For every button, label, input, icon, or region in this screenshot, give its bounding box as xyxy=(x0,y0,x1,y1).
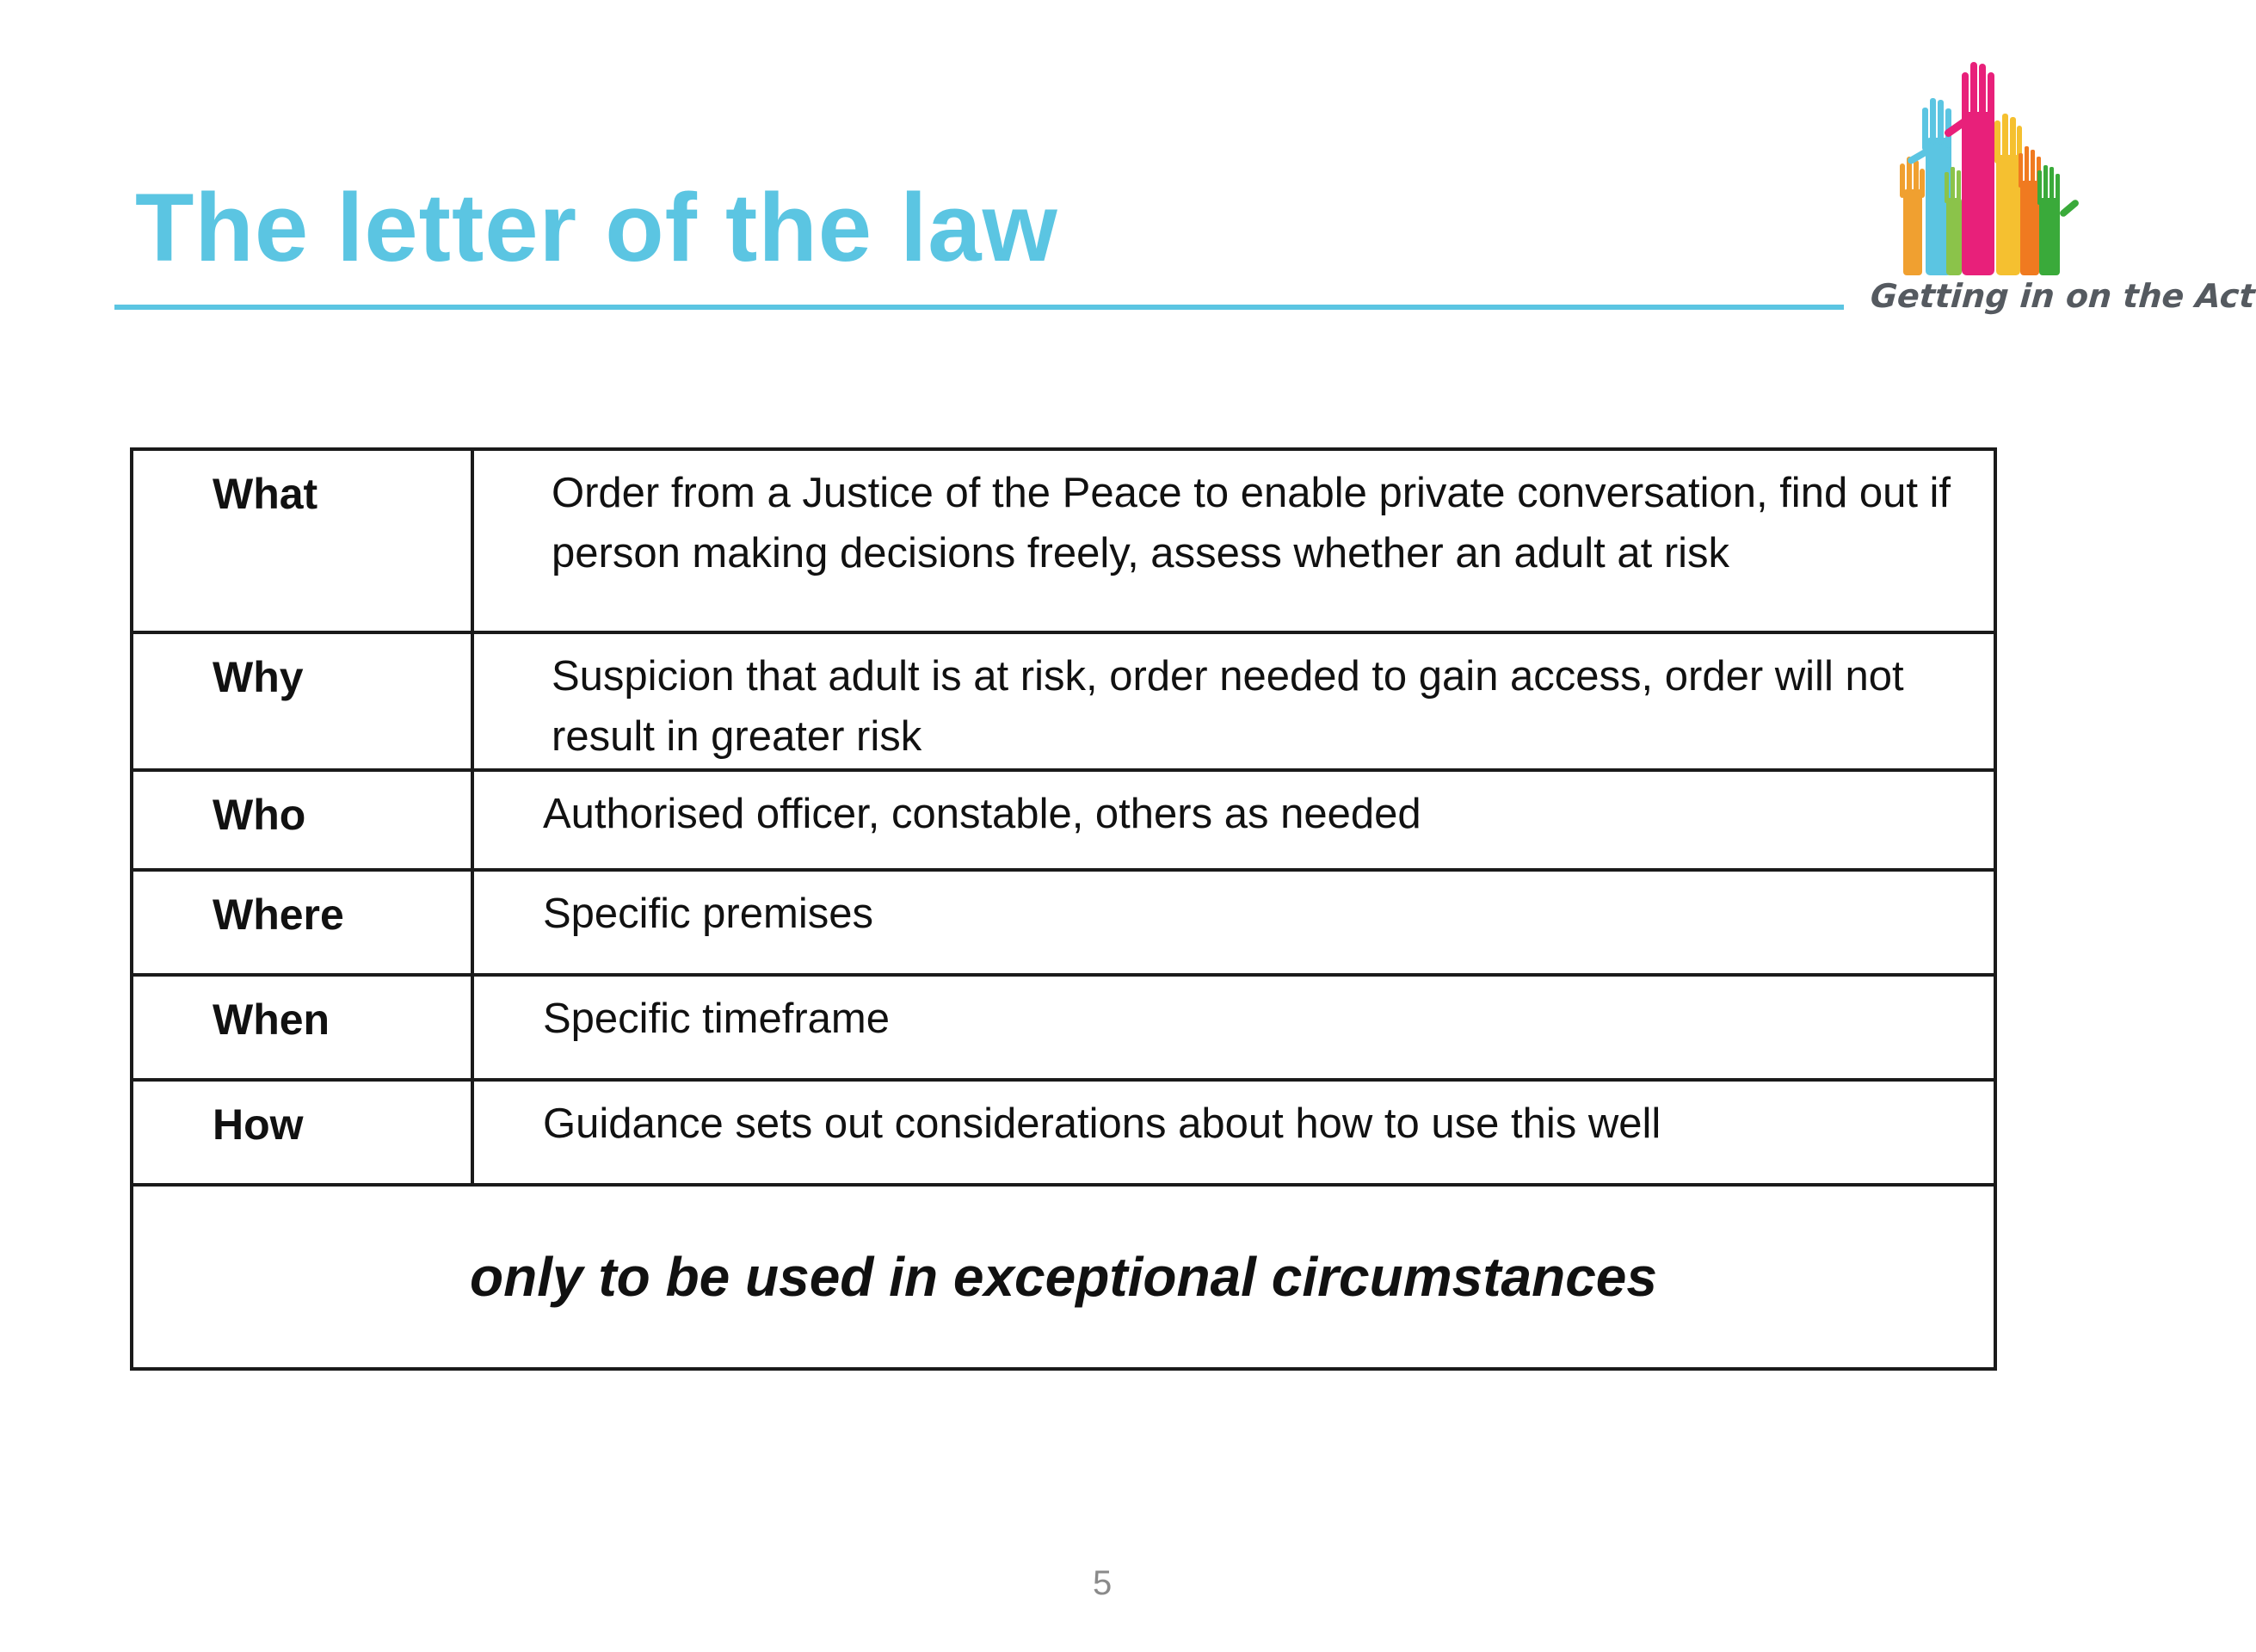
table-row xyxy=(132,870,1995,975)
row-label: Where xyxy=(132,870,472,975)
table-row xyxy=(132,975,1995,1080)
exceptional-circumstances-note: only to be used in exceptional circumstances xyxy=(132,1185,1995,1369)
table-row xyxy=(132,770,1995,870)
getting-in-on-the-act-logo xyxy=(1858,60,2256,336)
page-number: 5 xyxy=(1093,1564,1113,1602)
row-description: Specific timeframe xyxy=(472,975,1995,1080)
row-label: Who xyxy=(132,770,472,870)
title-underline xyxy=(114,305,1844,310)
raised-hands-icon xyxy=(1893,60,2117,280)
letter-of-law-table xyxy=(130,447,1997,1371)
row-label: How xyxy=(132,1080,472,1185)
table-row xyxy=(132,1080,1995,1185)
logo-text: Getting in on the Act xyxy=(1869,277,2256,315)
slide-title: The letter of the law xyxy=(135,174,1058,281)
row-label: Why xyxy=(132,632,472,770)
row-description: Specific premises xyxy=(472,870,1995,975)
table-footer-row xyxy=(132,1185,1995,1369)
row-description: Authorised officer, constable, others as needed xyxy=(472,770,1995,870)
table-row xyxy=(132,632,1995,770)
row-label: What xyxy=(132,449,472,632)
table-row xyxy=(132,449,1995,632)
row-label: When xyxy=(132,975,472,1080)
row-description: Suspicion that adult is at risk, order needed to gain access, order will not result in greater risk xyxy=(472,632,1995,770)
row-description: Guidance sets out considerations about how to use this well xyxy=(472,1080,1995,1185)
row-description: Order from a Justice of the Peace to enable private conversation, find out if person making decisions freely, assess whether an adult at risk xyxy=(472,449,1995,632)
